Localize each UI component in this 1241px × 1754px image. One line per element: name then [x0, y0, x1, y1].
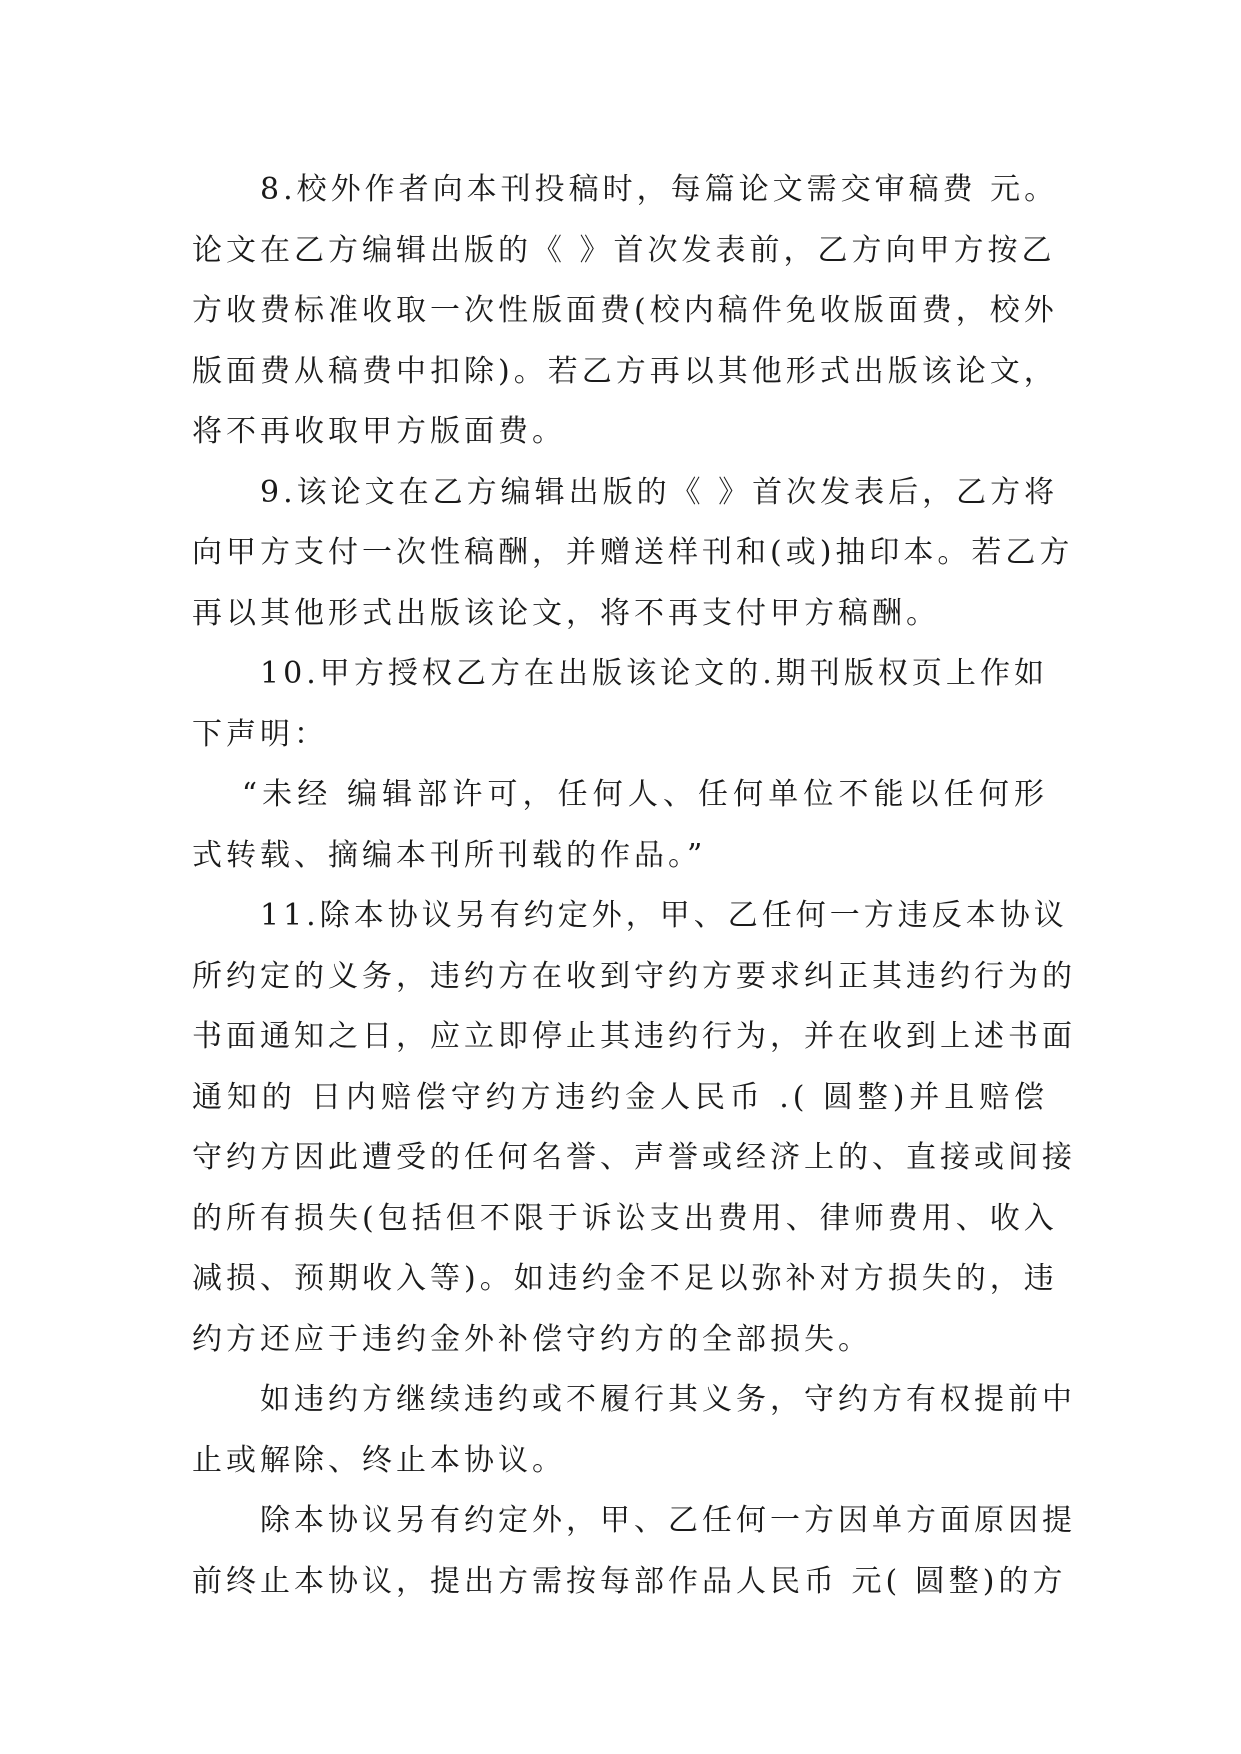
text-line: 所约定的义务，违约方在收到守约方要求纠正其违约行为的: [192, 958, 1076, 994]
text-line: 减损、预期收入等)。如违约金不足以弥补对方损失的，违: [192, 1261, 1058, 1296]
text-line: 如违约方继续违约或不履行其义务，守约方有权提前中: [192, 1382, 1076, 1417]
clause-9-paragraph: [192, 463, 1074, 645]
clause-11-paragraph: [192, 886, 1076, 1370]
text-line: 除本协议另有约定外，甲、乙任何一方因单方面原因提: [192, 1503, 1076, 1538]
text-line: 的所有损失(包括但不限于诉讼支出费用、律师费用、收入: [192, 1200, 1058, 1236]
text-line: 通知的 日内赔偿守约方违约金人民币 .( 圆整)并且赔偿: [192, 1079, 1048, 1115]
clause-8-paragraph: [192, 160, 1059, 463]
text-line: 版面费从稿费中扣除)。若乙方再以其他形式出版该论文，: [192, 353, 1058, 389]
text-line: 守约方因此遭受的任何名誉、声誉或经济上的、直接或间接: [192, 1140, 1076, 1175]
text-line: 论文在乙方编辑出版的《 》首次发表前，乙方向甲方按乙: [192, 232, 1056, 268]
text-line: 向甲方支付一次性稿酬，并赠送样刊和(或)抽印本。若乙方: [192, 535, 1074, 570]
text-line: 将不再收取甲方版面费。: [192, 414, 566, 449]
text-line: 方收费标准收取一次性版面费(校内稿件免收版面费，校外: [192, 293, 1058, 328]
text-line: 止或解除、终止本协议。: [192, 1442, 566, 1478]
document-page: [192, 160, 1076, 1612]
clause-11-early-termination-paragraph: [192, 1491, 1076, 1612]
clause-10-paragraph: [192, 644, 1048, 765]
clause-11-termination-paragraph: [192, 1370, 1076, 1491]
clause-10-quote-paragraph: [192, 765, 1048, 886]
text-line: 11.除本协议另有约定外，甲、乙任何一方违反本协议: [192, 898, 1068, 933]
text-line: 再以其他形式出版该论文，将不再支付甲方稿酬。: [192, 595, 940, 631]
text-line: 下声明：: [192, 716, 328, 752]
text-line: 书面通知之日，应立即停止其违约行为，并在收到上述书面: [192, 1019, 1076, 1054]
text-line: 约方还应于违约金外补偿守约方的全部损失。: [192, 1321, 872, 1357]
text-line: 前终止本协议，提出方需按每部作品人民币 元( 圆整)的方: [192, 1563, 1067, 1599]
text-line: 8.校外作者向本刊投稿时，每篇论文需交审稿费 元。: [192, 172, 1059, 207]
text-line: 式转载、摘编本刊所刊载的作品。”: [192, 837, 707, 873]
text-line: 9.该论文在乙方编辑出版的《 》首次发表后，乙方将: [192, 474, 1059, 510]
text-line: “未经 编辑部许可，任何人、任何单位不能以任何形: [192, 777, 1048, 812]
text-line: 10.甲方授权乙方在出版该论文的.期刊版权页上作如: [192, 656, 1048, 691]
